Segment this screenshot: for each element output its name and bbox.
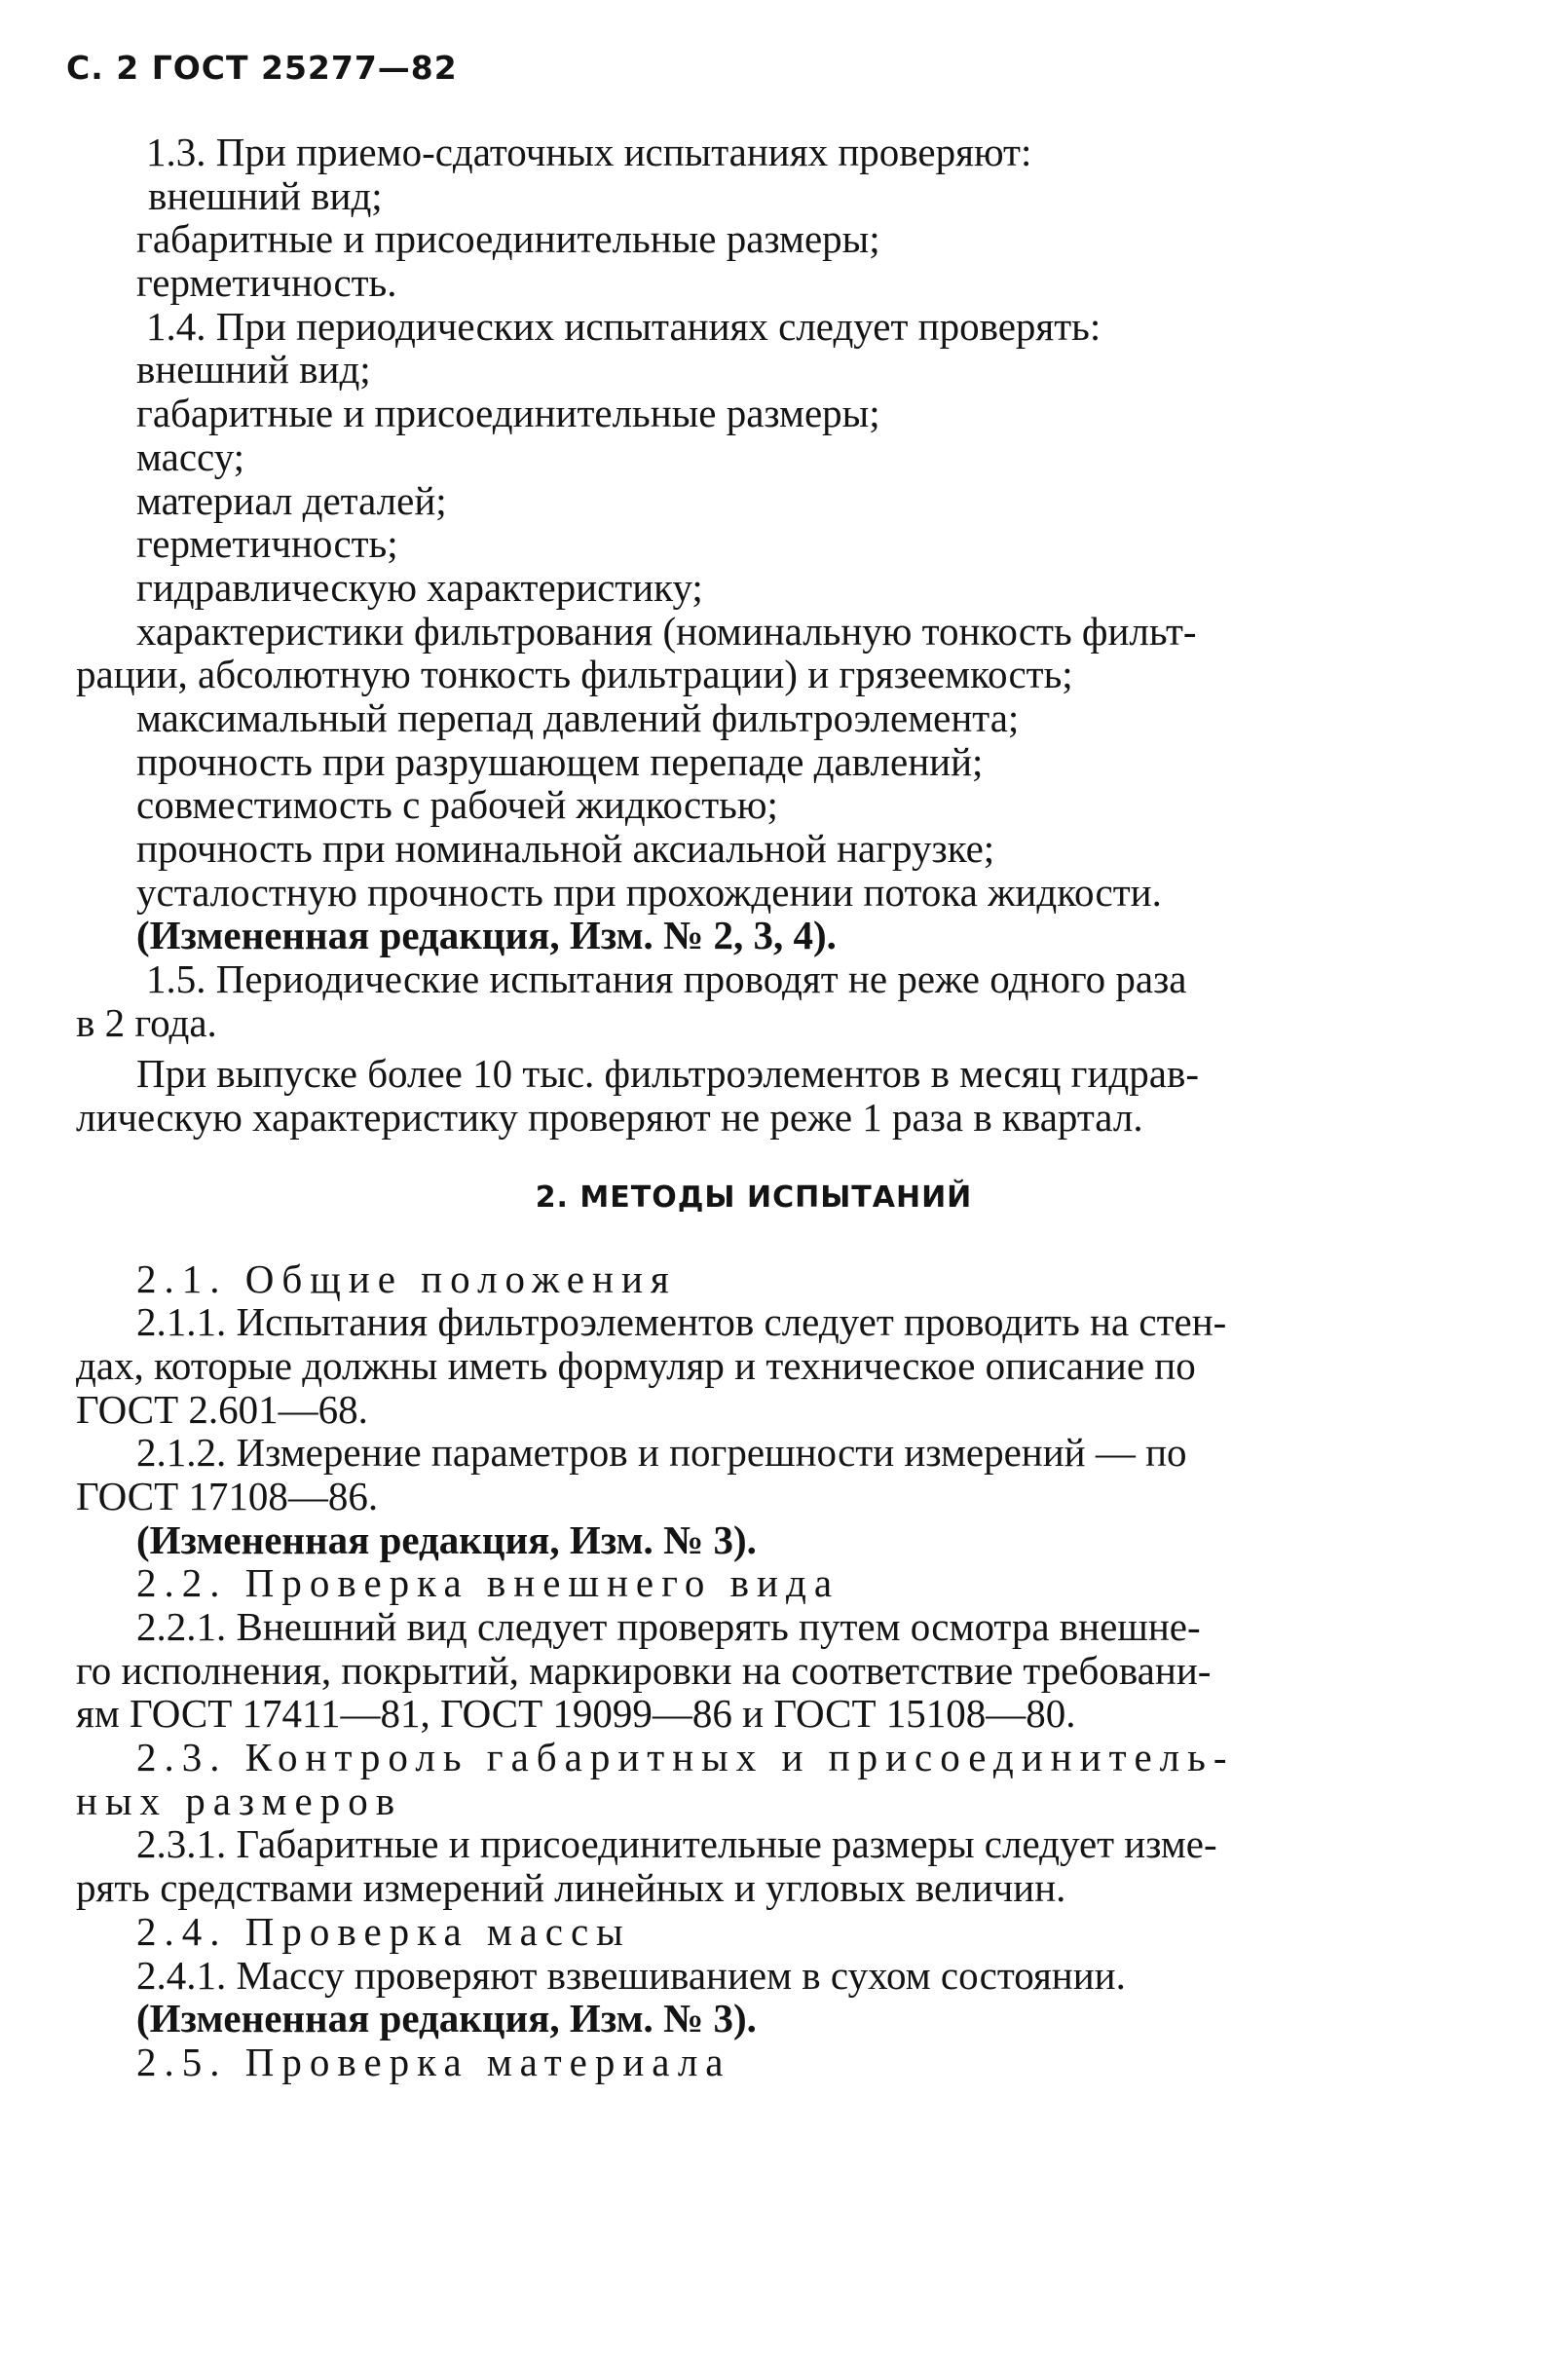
- document-body: [76, 130, 1432, 2084]
- paragraph-1-5: 1.5. Периодические испытания проводят не реже одного раза: [146, 956, 1187, 1002]
- paragraph-continuation: ГОСТ 17108—86.: [76, 1473, 379, 1518]
- list-item: максимальный перепад давлений фильтроэлемента;: [136, 694, 1020, 740]
- paragraph-continuation: го исполнения, покрытий, маркировки на соответствие требовани-: [76, 1647, 1212, 1693]
- list-item: внешний вид;: [148, 172, 383, 218]
- subsection-heading-continuation: ных размеров: [76, 1778, 403, 1823]
- section-title: 2. МЕТОДЫ ИСПЫТАНИЙ: [535, 1180, 973, 1215]
- subsection-heading: 2.5. Проверка материала: [136, 2039, 731, 2084]
- paragraph-continuation: в 2 года.: [76, 999, 217, 1045]
- paragraph-2-3-1: 2.3.1. Габаритные и присоединительные размеры следует изме-: [136, 1821, 1217, 1867]
- list-item: характеристики фильтрования (номинальную тонкость фильт-: [136, 608, 1197, 654]
- list-item: гидравлическую характеристику;: [136, 564, 703, 610]
- paragraph-continuation: дах, которые должны иметь формуляр и техническое описание по: [76, 1342, 1196, 1388]
- list-item: прочность при разрушающем перепаде давлений;: [136, 738, 984, 784]
- list-item: прочность при номинальной аксиальной нагрузке;: [136, 826, 995, 871]
- paragraph-1-3-heading: 1.3. При приемо-сдаточных испытаниях проверяют:: [146, 130, 1032, 174]
- list-item: усталостную прочность при прохождении потока жидкости.: [136, 869, 1162, 915]
- list-item: массу;: [136, 433, 245, 479]
- amendment-note: (Измененная редакция, Изм. № 3).: [136, 1996, 757, 2041]
- page-header: С. 2 ГОСТ 25277—82: [66, 49, 458, 87]
- paragraph-2-1-1: 2.1.1. Испытания фильтроэлементов следует проводить на стен-: [136, 1299, 1227, 1345]
- list-item: внешний вид;: [136, 347, 371, 393]
- paragraph-2-1-2: 2.1.2. Измерение параметров и погрешности измерений — по: [136, 1430, 1187, 1476]
- paragraph-2-2-1: 2.2.1. Внешний вид следует проверять путем осмотра внешне-: [136, 1604, 1201, 1649]
- list-item: герметичность.: [136, 260, 397, 306]
- amendment-note: (Измененная редакция, Изм. № 3).: [136, 1516, 757, 1562]
- subsection-heading: 2.1. Общие положения: [136, 1255, 677, 1301]
- paragraph-continuation: лическую характеристику проверяют не реже 1 раза в квартал.: [76, 1095, 1143, 1141]
- list-item: габаритные и присоединительные размеры;: [136, 216, 880, 262]
- paragraph-2-4-1: 2.4.1. Массу проверяют взвешиванием в сухом состоянии.: [136, 1952, 1126, 1998]
- list-item: габаритные и присоединительные размеры;: [136, 391, 880, 436]
- paragraph: При выпуске более 10 тыс. фильтроэлементов в месяц гидрав-: [136, 1051, 1199, 1097]
- amendment-note: (Измененная редакция, Изм. № 2, 3, 4).: [136, 913, 837, 958]
- subsection-heading: 2.4. Проверка массы: [136, 1908, 631, 1954]
- list-item: материал деталей;: [136, 477, 447, 523]
- subsection-heading: 2.3. Контроль габаритных и присоединитель-: [136, 1735, 1235, 1780]
- list-item-continuation: рации, абсолютную тонкость фильтрации) и грязеемкость;: [76, 652, 1073, 697]
- list-item: совместимость с рабочей жидкостью;: [136, 782, 778, 828]
- list-item: герметичность;: [136, 521, 398, 567]
- paragraph-1-4-heading: 1.4. При периодических испытаниях следует проверять:: [146, 303, 1101, 349]
- paragraph-continuation: рять средствами измерений линейных и угловых величин.: [76, 1865, 1066, 1911]
- subsection-heading: 2.2. Проверка внешнего вида: [136, 1560, 840, 1606]
- paragraph-continuation: ям ГОСТ 17411—81, ГОСТ 19099—86 и ГОСТ 15108—80.: [76, 1691, 1076, 1737]
- paragraph-continuation: ГОСТ 2.601—68.: [76, 1386, 368, 1432]
